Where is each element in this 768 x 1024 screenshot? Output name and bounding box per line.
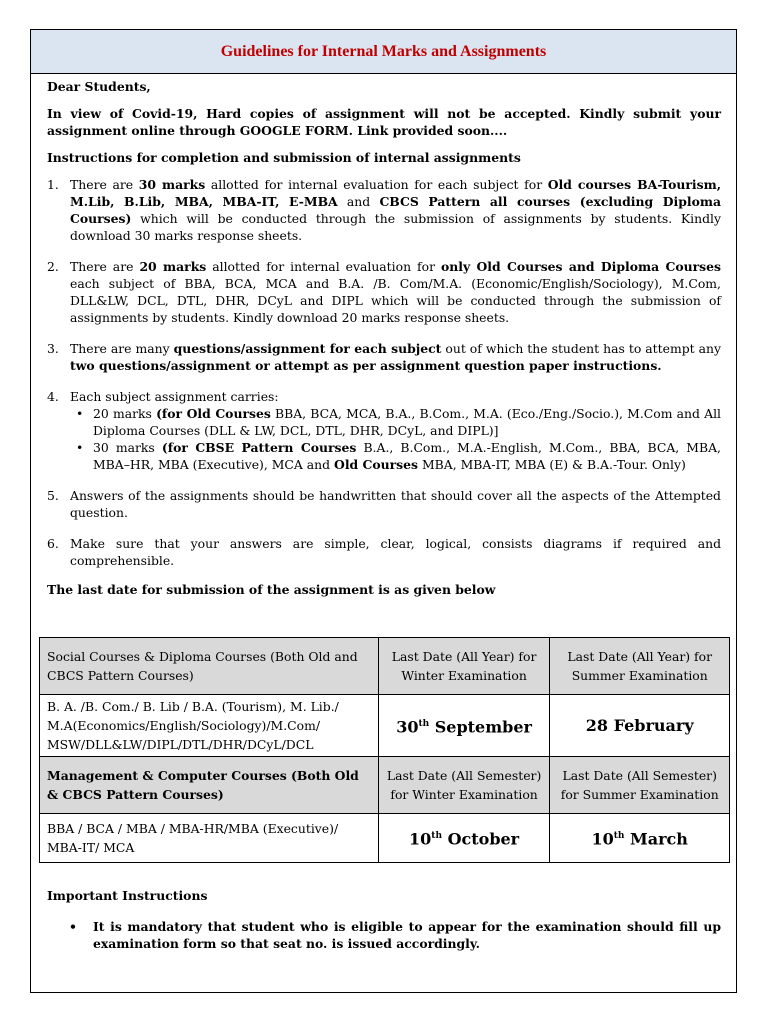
bullet-icon: • (76, 440, 84, 455)
list-item (47, 176, 721, 244)
text-bold: (for CBSE Pattern Courses (161, 440, 357, 455)
date-month: March (624, 829, 688, 849)
social-winter-date (378, 695, 550, 757)
item-number: 5. (47, 488, 59, 503)
mgmt-courses-list: BBA / BCA / MBA / MBA-HR/MBA (Executive)/ MBA-IT/ MCA (40, 814, 379, 863)
table-row (40, 638, 730, 695)
bullet-icon: • (76, 406, 84, 421)
text: There are (70, 259, 140, 274)
table-row (40, 695, 730, 757)
bullet-icon: • (69, 919, 77, 934)
list-item (47, 535, 721, 569)
item-number: 4. (47, 389, 59, 404)
instructions-list (47, 176, 721, 569)
text: 20 marks (93, 406, 157, 421)
text: There are many (70, 341, 174, 356)
social-summer-date: 28 February (550, 695, 730, 757)
text-bold: questions/assignment for each subject (173, 341, 442, 356)
text: MBA, MBA-IT, MBA (E) & B.A.-Tour. Only) (418, 457, 686, 472)
mgmt-summer-header: Last Date (All Semester) for Summer Examination (550, 757, 730, 814)
date-suffix: th (431, 831, 442, 842)
text: BBA, BCA, MCA, B.A., B.Com., M.A. (Eco./Eng./Socio.), M.Com and All Diploma Courses (DLL & LW, DCL, DTL, DHR, DCyL, and DIPL)] (93, 406, 721, 438)
sub-list-item (70, 405, 721, 439)
item-intro: Each subject assignment carries: (70, 389, 279, 404)
text: Make sure that your answers are simple, clear, logical, consists diagrams if required and comprehensible. (70, 536, 721, 568)
instructions-heading: Instructions for completion and submission of internal assignments (47, 150, 521, 165)
greeting: Dear Students, (47, 79, 151, 94)
text: and (337, 194, 380, 209)
item-number: 6. (47, 536, 59, 551)
text-bold: Old courses BA-Tourism, M.Lib, B.Lib, MBA, MBA-IT, E-MBA (70, 177, 722, 209)
social-courses-list: B. A. /B. Com./ B. Lib / B.A. (Tourism), M. Lib./ M.A(Economics/English/Sociology)/M.Com/ MSW/DLL&LW/DIPL/DTL/DHR/DCyL/DCL (40, 695, 379, 757)
last-date-heading: The last date for submission of the assignment is as given below (47, 582, 496, 597)
table-row (40, 814, 730, 863)
mgmt-courses-header: Management & Computer Courses (Both Old & CBCS Pattern Courses) (40, 757, 379, 814)
document-body (47, 78, 721, 598)
list-item (47, 340, 721, 374)
mgmt-winter-date (378, 814, 550, 863)
text: 30 marks (93, 440, 162, 455)
last-date-table (39, 637, 730, 863)
text-bold: only Old Courses and Diploma Courses (440, 259, 721, 274)
sub-list-item (70, 439, 721, 473)
text: Answers of the assignments should be handwritten that should cover all the aspects of the Attempted question. (70, 488, 721, 520)
list-item (47, 388, 721, 473)
date-day: 30 (396, 717, 419, 737)
sub-list (70, 405, 721, 473)
list-item (47, 487, 721, 521)
covid-notice: In view of Covid-19, Hard copies of assignment will not be accepted. Kindly submit your assignment online through GOOGLE FORM. Link provided soon.... (47, 106, 721, 138)
social-courses-header: Social Courses & Diploma Courses (Both Old and CBCS Pattern Courses) (40, 638, 379, 695)
date-day: 10 (409, 829, 432, 849)
date-suffix: th (613, 831, 625, 842)
date-month: September (429, 717, 532, 737)
text-bold: CBCS Pattern all courses (excluding Diploma Courses) (70, 194, 721, 226)
item-number: 1. (47, 177, 59, 192)
date-month: October (442, 829, 520, 849)
page-title: Guidelines for Internal Marks and Assignments (220, 42, 547, 60)
text: There are (70, 177, 139, 192)
important-section (47, 887, 721, 952)
important-bullet (47, 918, 721, 952)
text-bold: 20 marks (139, 259, 207, 274)
text: allotted for internal evaluation for (206, 259, 441, 274)
text-bold: Old Courses (334, 457, 419, 472)
text: B.A., B.Com., M.A.-English, M.Com., BBA, BCA, MBA, MBA–HR, MBA (Executive), MCA and (93, 440, 721, 472)
social-summer-header: Last Date (All Year) for Summer Examination (550, 638, 730, 695)
mgmt-summer-date (550, 814, 730, 863)
text: each subject of BBA, BCA, MCA and B.A. /B. Com/M.A. (Economic/English/Sociology), M.Com, DLL&LW, DCL, DTL, DHR, DCyL and DIPL which will be conducted through the submission of assignments by students. Kindly download 20 marks response sheets. (70, 276, 721, 325)
date-day: 10 (591, 829, 614, 849)
table-row (40, 757, 730, 814)
text: allotted for internal evaluation for each subject for (205, 177, 548, 192)
important-text: It is mandatory that student who is eligible to appear for the examination should fill up examination form so that seat no. is issued accordingly. (93, 919, 721, 951)
list-item (47, 258, 721, 326)
item-number: 3. (47, 341, 59, 356)
text: out of which the student has to attempt any (441, 341, 721, 356)
important-heading: Important Instructions (47, 888, 208, 903)
document-frame (30, 29, 737, 993)
title-bar (31, 30, 736, 74)
text-bold: 30 marks (138, 177, 206, 192)
item-number: 2. (47, 259, 59, 274)
text-bold: two questions/assignment or attempt as per assignment question paper instructions. (70, 358, 662, 373)
social-winter-header: Last Date (All Year) for Winter Examination (378, 638, 550, 695)
mgmt-winter-header: Last Date (All Semester) for Winter Examination (378, 757, 550, 814)
date-suffix: th (418, 718, 430, 729)
text-bold: (for Old Courses (156, 406, 271, 421)
text: which will be conducted through the submission of assignments by students. Kindly download 30 marks response sheets. (70, 211, 721, 243)
